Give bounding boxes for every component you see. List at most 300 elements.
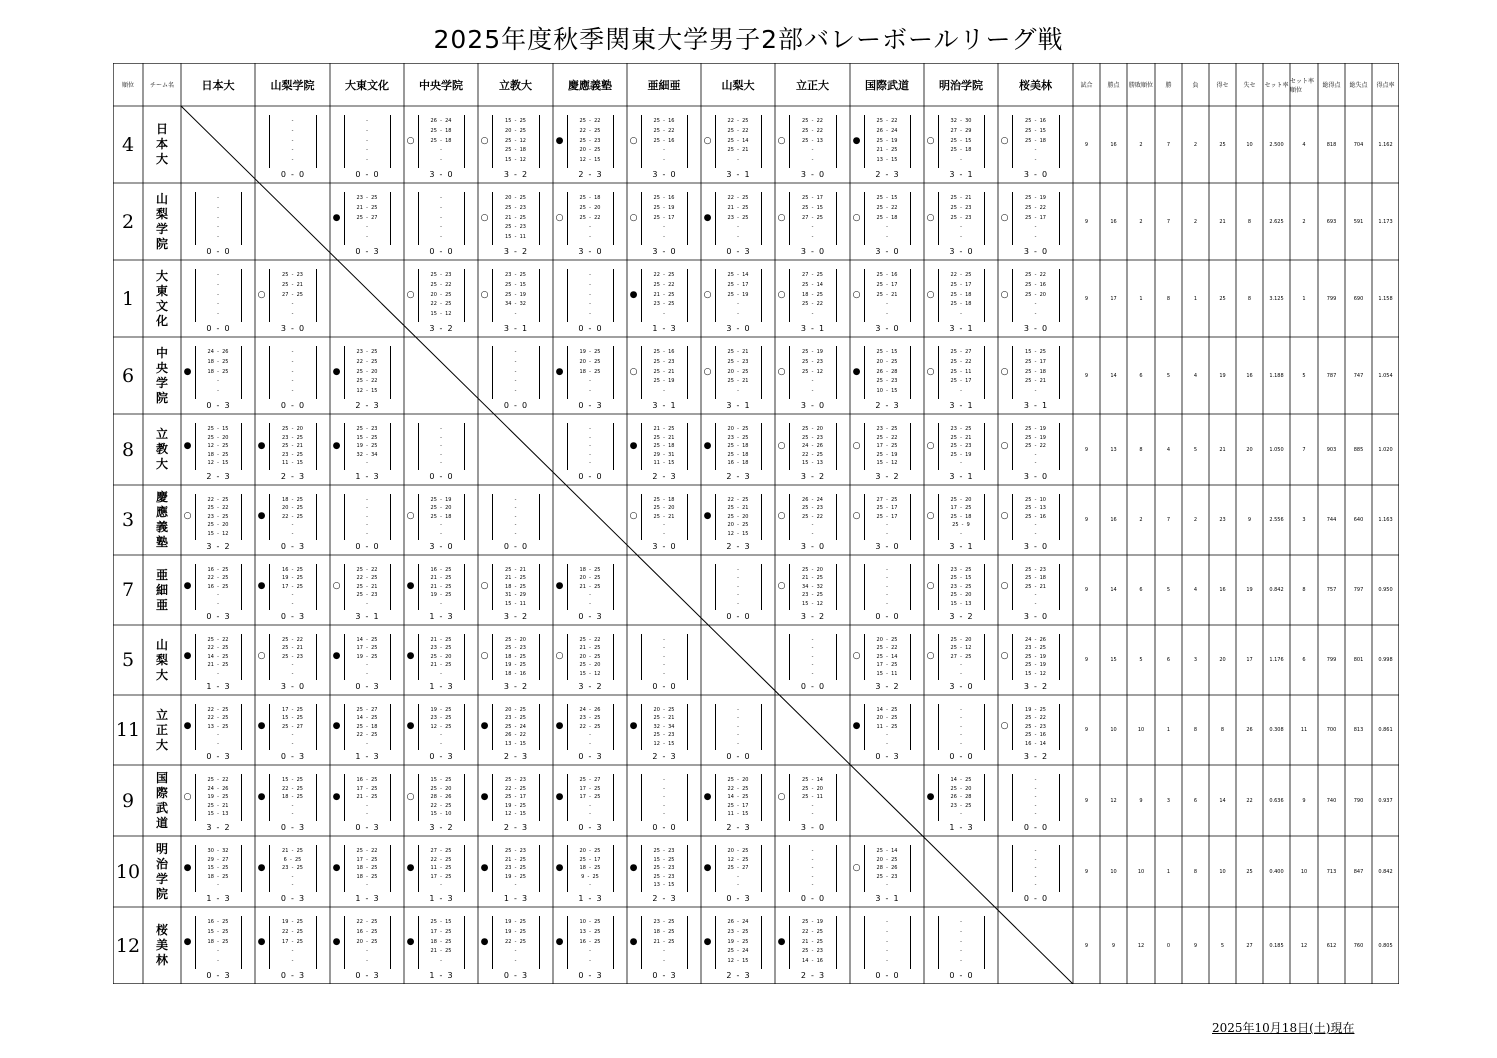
set-score: 25 - 22 (802, 513, 823, 520)
as-of-date: 2025年10月18日(土)現在 (1212, 1021, 1355, 1035)
stat-value: 2.500 (1269, 141, 1284, 148)
match-cell (998, 414, 1073, 485)
stat-value: 0.636 (1269, 797, 1284, 804)
match-total: 3 - 0 (429, 170, 453, 179)
set-score: 25 - 19 (1025, 653, 1046, 660)
set-score: 25 - 20 (950, 497, 972, 503)
match-cell (330, 183, 404, 260)
right-bracket (761, 192, 762, 245)
team-name-char: 明 (155, 841, 168, 856)
set-score: 25 - 19 (1025, 434, 1046, 441)
set-score: 12 - 15 (207, 460, 229, 467)
stat-value: 2 (1302, 218, 1306, 225)
loss-mark: ● (332, 440, 341, 451)
set-score: - (960, 732, 962, 739)
set-score: - (811, 311, 814, 318)
set-score: 11 - 15 (282, 460, 303, 467)
right-bracket (836, 192, 837, 245)
set-score: 25 - 17 (1025, 214, 1046, 221)
stat-value: 847 (1353, 868, 1364, 875)
no-result-mark (406, 442, 415, 451)
stat-value: 1 (1139, 295, 1143, 302)
set-score: 25 - 22 (282, 637, 303, 643)
stat-value: 799 (1326, 295, 1337, 302)
set-score: 25 - 18 (505, 147, 526, 154)
stat-value: 0.937 (1378, 797, 1393, 804)
set-score: 21 - 25 (430, 662, 452, 669)
right-bracket (984, 634, 985, 680)
set-score: - (663, 234, 665, 241)
set-score: - (1034, 234, 1037, 241)
stat-value: 1.162 (1378, 141, 1393, 148)
set-score: 25 - 11 (802, 794, 823, 801)
rank-value: 11 (115, 719, 141, 741)
match-total: 0 - 3 (875, 752, 899, 761)
set-score: 25 - 12 (802, 368, 823, 375)
match-total: 3 - 0 (1023, 542, 1048, 551)
left-bracket (195, 704, 196, 750)
set-score: 22 - 25 (282, 513, 303, 520)
set-score: 25 - 15 (876, 195, 898, 201)
set-score: - (589, 434, 591, 441)
set-score: 25 - 13 (1025, 505, 1046, 512)
set-score: - (217, 301, 219, 308)
match-total: 3 - 1 (949, 401, 973, 410)
set-score: 12 - 15 (505, 811, 526, 818)
left-bracket (567, 564, 568, 610)
no-result-mark (852, 938, 861, 947)
set-score: - (514, 948, 517, 955)
set-score: 22 - 25 (356, 732, 378, 739)
match-total: 3 - 1 (949, 472, 973, 481)
stat-value: 2 (1193, 517, 1198, 523)
stat-value: 799 (1326, 657, 1337, 663)
set-score: 25 - 15 (505, 281, 526, 288)
left-bracket (789, 564, 790, 610)
set-score: - (663, 388, 665, 395)
right-bracket (836, 916, 837, 969)
match-cell (998, 260, 1073, 337)
loss-mark: ● (332, 936, 341, 947)
match-cell (553, 836, 627, 907)
set-score: 15 - 25 (505, 118, 526, 124)
match-total: 0 - 0 (578, 324, 602, 333)
set-score: - (960, 670, 962, 677)
team-name (143, 485, 181, 555)
left-bracket (715, 564, 716, 610)
stat-value: 713 (1326, 868, 1337, 875)
set-score: 25 - 21 (653, 513, 675, 520)
stat-value: 3 (1302, 517, 1306, 523)
stat-value: 9 (1084, 295, 1089, 302)
stat-value: 19 (1246, 587, 1253, 593)
set-score: - (886, 919, 888, 925)
match-total: 0 - 0 (206, 247, 230, 256)
set-score: - (886, 583, 888, 590)
set-score: 20 - 25 (876, 358, 898, 365)
match-total: 0 - 3 (578, 971, 602, 980)
set-score: - (291, 388, 294, 395)
right-bracket (241, 634, 242, 680)
left-bracket (1012, 494, 1013, 540)
set-score: 25 - 23 (802, 505, 823, 512)
match-cell (998, 337, 1073, 414)
set-score: 15 - 12 (876, 460, 898, 467)
left-bracket (344, 192, 345, 245)
match-total: 0 - 0 (726, 612, 750, 621)
set-score: 25 - 17 (727, 281, 749, 288)
left-bracket (418, 192, 419, 245)
set-score: 25 - 12 (505, 137, 526, 144)
set-score: 22 - 25 (950, 272, 972, 278)
match-cell (701, 836, 775, 907)
set-score: 25 - 22 (950, 358, 972, 365)
left-bracket (418, 845, 419, 892)
right-bracket (761, 845, 762, 892)
set-score: - (886, 311, 888, 318)
match-total: 3 - 2 (800, 472, 825, 481)
left-bracket (715, 704, 716, 750)
match-cell (330, 907, 404, 984)
match-cell (775, 765, 850, 836)
set-score: - (811, 378, 814, 385)
match-cell (330, 836, 404, 907)
set-score: 22 - 25 (207, 707, 229, 713)
left-bracket (492, 704, 493, 750)
set-score: - (737, 723, 739, 730)
set-score: 26 - 24 (802, 497, 823, 503)
loss-mark: ● (703, 511, 712, 521)
set-score: - (960, 811, 962, 818)
set-score: - (291, 137, 294, 144)
set-score: 24 - 26 (802, 443, 823, 450)
set-score: - (960, 157, 962, 164)
set-score: - (440, 600, 442, 607)
set-score: 18 - 25 (430, 938, 452, 945)
match-total: 0 - 3 (355, 823, 379, 832)
set-score: - (737, 740, 739, 747)
set-score: 21 - 25 (727, 204, 749, 211)
stat-value: 11 (1300, 727, 1308, 733)
set-score: - (440, 451, 442, 458)
header-team-name: チーム名 (149, 82, 174, 89)
set-score: - (1034, 777, 1037, 783)
match-total: 2 - 3 (875, 170, 899, 179)
win-mark: ○ (1000, 135, 1009, 146)
set-score: 25 - 22 (653, 127, 675, 134)
match-total: 3 - 2 (503, 612, 528, 621)
set-score: 25 - 22 (1025, 443, 1046, 450)
win-mark: ○ (777, 212, 786, 223)
match-total: 0 - 3 (578, 612, 602, 621)
left-bracket (344, 564, 345, 610)
set-score: 25 - 12 (950, 645, 972, 652)
no-result-mark (257, 137, 266, 146)
set-score: - (291, 600, 294, 607)
stat-value: 9 (1084, 727, 1089, 733)
match-cell (255, 414, 330, 485)
match-cell (330, 695, 404, 765)
left-bracket (195, 634, 196, 680)
left-bracket (864, 115, 865, 168)
set-score: 27 - 25 (282, 291, 303, 298)
set-score: 25 - 17 (802, 195, 823, 201)
match-total: 3 - 1 (726, 170, 750, 179)
right-bracket (910, 564, 911, 610)
match-cell (330, 485, 404, 555)
team-name-char: 大 (155, 667, 168, 682)
match-cell (701, 260, 775, 337)
right-bracket (241, 494, 242, 540)
right-bracket (539, 634, 540, 680)
stat-value: 19 (1219, 372, 1226, 379)
left-bracket (864, 634, 865, 680)
team-name (143, 555, 181, 625)
right-bracket (910, 704, 911, 750)
stat-value: 747 (1353, 372, 1364, 379)
set-score: - (886, 740, 888, 747)
stat-value: 0.861 (1378, 727, 1393, 733)
right-bracket (241, 346, 242, 399)
stat-value: 0.950 (1378, 587, 1393, 593)
stat-value: 1.176 (1269, 657, 1284, 663)
stat-value: 8 (1193, 727, 1198, 733)
set-score: - (366, 958, 368, 965)
match-cell (998, 625, 1073, 695)
set-score: - (440, 234, 442, 241)
set-score: 25 - 20 (950, 785, 972, 792)
set-score: - (217, 670, 219, 677)
set-score: 25 - 17 (876, 513, 898, 520)
set-score: 25 - 14 (802, 777, 823, 783)
rank-value: 6 (121, 364, 135, 387)
left-bracket (1012, 704, 1013, 750)
win-mark: ○ (555, 651, 564, 661)
rank-value: 10 (115, 860, 141, 883)
loss-mark: ● (257, 721, 266, 731)
right-bracket (464, 774, 465, 821)
set-score: - (811, 662, 814, 669)
match-cell (775, 625, 850, 695)
stat-value: 0.842 (1269, 587, 1284, 593)
set-score: - (217, 600, 219, 607)
left-bracket (492, 634, 493, 680)
set-score: - (366, 460, 368, 467)
set-score: 25 - 18 (950, 301, 972, 308)
set-score: - (960, 311, 962, 318)
stat-value: 16 (1246, 372, 1253, 379)
set-score: 25 - 16 (653, 195, 675, 201)
right-bracket (390, 704, 391, 750)
set-score: - (589, 451, 591, 458)
set-score: - (440, 958, 442, 965)
stat-value: 9 (1084, 868, 1089, 875)
match-cell (998, 555, 1073, 625)
set-score: 16 - 25 (356, 928, 378, 935)
set-score: - (440, 670, 442, 677)
stat-value: 12 (1137, 942, 1145, 949)
left-bracket (641, 192, 642, 245)
set-score: - (1034, 460, 1037, 467)
set-score: 25 - 19 (876, 451, 898, 458)
right-bracket (316, 494, 317, 540)
stat-value: 21 (1219, 218, 1226, 225)
match-total: 2 - 3 (652, 894, 676, 903)
stat-value: 13 (1110, 446, 1117, 453)
left-bracket (344, 115, 345, 168)
set-score: 19 - 25 (505, 928, 526, 935)
loss-mark: ● (480, 791, 489, 802)
set-score: - (291, 732, 294, 739)
win-mark: ○ (629, 511, 638, 521)
left-bracket (418, 564, 419, 610)
set-score: 25 - 23 (653, 358, 675, 365)
match-cell (998, 485, 1073, 555)
match-cell (850, 106, 924, 183)
set-score: 18 - 25 (282, 497, 303, 503)
match-total: 0 - 0 (800, 894, 825, 903)
left-bracket (641, 704, 642, 750)
left-bracket (715, 916, 716, 969)
loss-mark: ● (183, 721, 192, 731)
set-score: 15 - 25 (207, 865, 229, 872)
right-bracket (316, 634, 317, 680)
right-bracket (464, 845, 465, 892)
left-bracket (269, 704, 270, 750)
left-bracket (567, 774, 568, 821)
set-score: 29 - 31 (653, 451, 675, 458)
set-score: - (811, 522, 814, 529)
set-score: - (440, 740, 442, 747)
set-score: - (366, 127, 368, 134)
left-bracket (864, 269, 865, 322)
set-score: 25 - 14 (876, 653, 898, 660)
stat-value: 787 (1326, 372, 1337, 379)
team-name-char: 梨 (155, 206, 168, 221)
team-name-char: 立 (155, 707, 168, 722)
match-cell (255, 260, 330, 337)
stat-value: 700 (1326, 727, 1337, 733)
set-score: 12 - 15 (727, 958, 749, 965)
match-total: 3 - 2 (875, 472, 899, 481)
set-score: 25 - 21 (653, 434, 675, 441)
set-score: 15 - 12 (802, 600, 823, 607)
set-score: 25 - 9 (952, 522, 970, 529)
set-score: 21 - 25 (653, 938, 675, 945)
win-mark: ○ (777, 440, 786, 451)
win-mark: ○ (777, 511, 786, 521)
set-score: - (960, 715, 962, 722)
match-cell (775, 260, 850, 337)
match-cell (181, 485, 255, 555)
match-cell (553, 695, 627, 765)
set-score: 10 - 25 (579, 919, 601, 925)
match-cell (850, 695, 924, 765)
right-bracket (1059, 115, 1060, 168)
set-score: 25 - 20 (430, 505, 452, 512)
set-score: 25 - 17 (950, 378, 972, 385)
right-bracket (761, 564, 762, 610)
stat-value: 12 (1300, 942, 1308, 949)
match-cell (924, 183, 998, 260)
set-score: - (1034, 811, 1037, 818)
set-score: 25 - 23 (950, 204, 972, 211)
right-bracket (390, 634, 391, 680)
stat-value: 640 (1353, 517, 1364, 523)
match-cell (181, 836, 255, 907)
stat-value: 2.556 (1269, 517, 1284, 523)
match-cell (701, 695, 775, 765)
match-cell (998, 106, 1073, 183)
set-score: 23 - 25 (950, 426, 972, 432)
set-score: - (589, 732, 591, 739)
match-cell (553, 414, 627, 485)
win-mark: ○ (777, 135, 786, 146)
right-bracket (613, 423, 614, 470)
match-cell (924, 106, 998, 183)
set-score: 25 - 16 (1025, 281, 1046, 288)
set-score: 25 - 22 (802, 118, 823, 124)
match-cell (850, 337, 924, 414)
left-bracket (418, 494, 419, 540)
win-mark: ○ (1000, 721, 1009, 731)
set-score: 25 - 21 (207, 802, 229, 809)
set-score: 17 - 25 (356, 645, 378, 652)
set-score: - (291, 378, 294, 385)
team-name (143, 183, 181, 260)
win-mark: ○ (926, 135, 935, 146)
set-score: 23 - 25 (950, 567, 972, 573)
set-score: - (737, 715, 739, 722)
stat-value: 790 (1353, 797, 1364, 804)
set-score: 16 - 25 (430, 567, 452, 573)
set-score: - (1034, 451, 1037, 458)
header-team: 大東文化 (345, 78, 389, 92)
match-cell (255, 907, 330, 984)
set-score: 25 - 23 (653, 865, 675, 872)
left-bracket (1012, 192, 1013, 245)
match-cell (478, 836, 553, 907)
left-bracket (269, 774, 270, 821)
set-score: 13 - 25 (207, 723, 229, 730)
set-score: 22 - 25 (282, 928, 303, 935)
right-bracket (539, 346, 540, 399)
no-result-mark (183, 214, 192, 223)
set-score: - (737, 882, 739, 889)
stat-value: 10 (1219, 868, 1226, 875)
match-total: 2 - 3 (726, 472, 750, 481)
set-score: 25 - 23 (950, 214, 972, 221)
set-score: 23 - 25 (356, 195, 378, 201)
loss-mark: ● (406, 936, 415, 947)
set-score: 18 - 25 (505, 583, 526, 590)
set-score: - (440, 195, 442, 201)
left-bracket (938, 269, 939, 322)
set-score: - (663, 157, 665, 164)
set-score: 20 - 25 (505, 195, 526, 201)
rank-value: 12 (115, 934, 141, 957)
set-score: 17 - 25 (430, 928, 452, 935)
match-cell (478, 183, 553, 260)
set-score: - (663, 645, 665, 652)
stat-value: 6 (1302, 657, 1306, 663)
set-score: - (366, 600, 368, 607)
match-cell (255, 695, 330, 765)
team-name-char: 大 (155, 737, 168, 752)
left-bracket (641, 494, 642, 540)
set-score: 18 - 25 (579, 368, 601, 375)
loss-mark: ● (257, 862, 266, 873)
